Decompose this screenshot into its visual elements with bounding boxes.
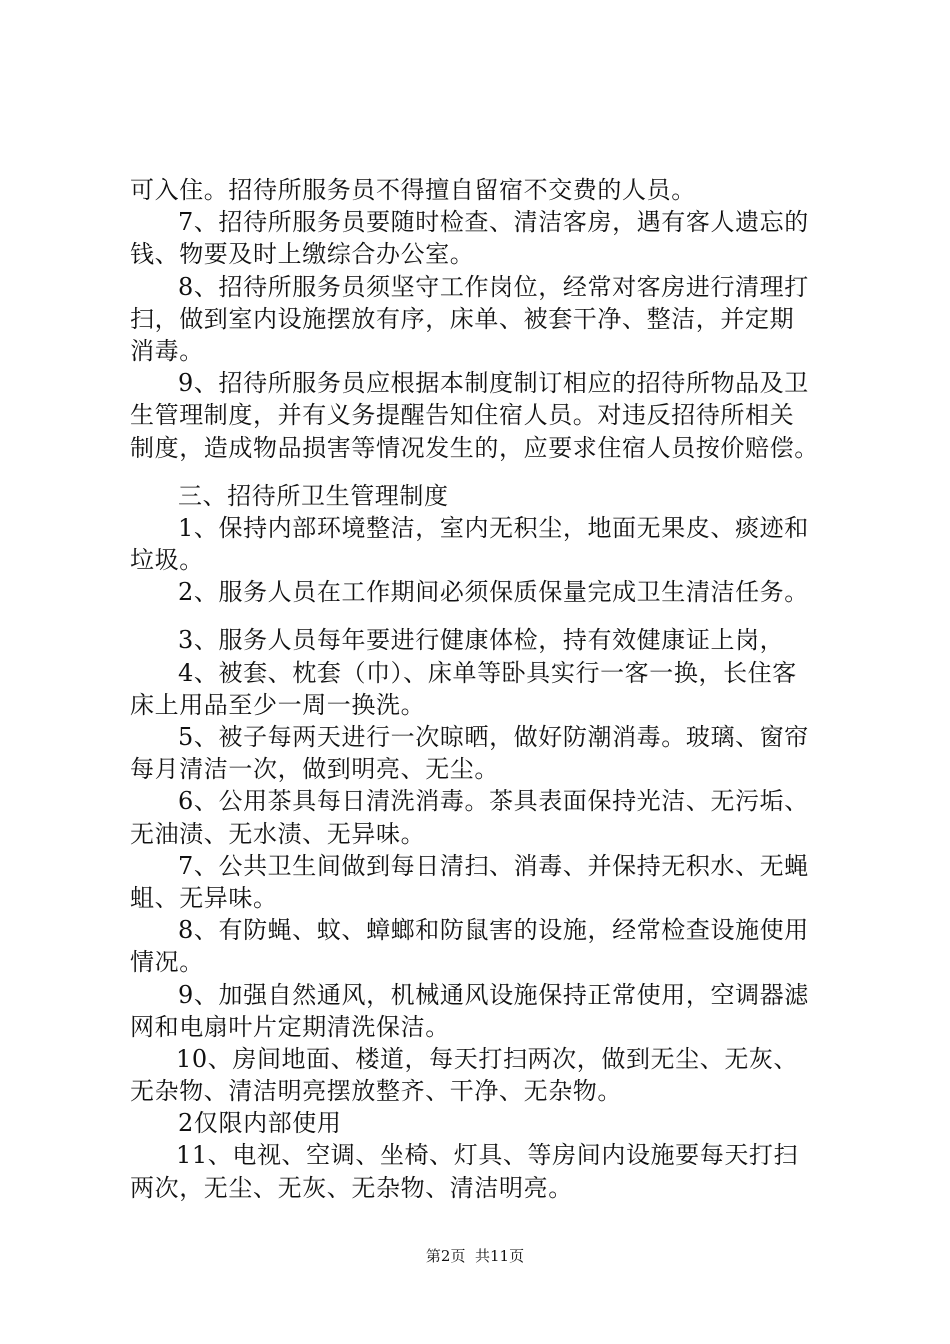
text-line: 垃圾。 (130, 546, 204, 575)
text-line: 3、服务人员每年要进行健康体检，持有效健康证上岗， (178, 626, 785, 655)
text-line: 2、服务人员在工作期间必须保质保量完成卫生清洁任务。 (178, 578, 809, 607)
text-line: 蛆、无异味。 (130, 883, 278, 912)
text-line: 9、招待所服务员应根据本制度制订相应的招待所物品及卫 (178, 369, 809, 398)
section-heading: 三、招待所卫生管理制度 (178, 481, 449, 510)
text-line: 9、加强自然通风，机械通风设施保持正常使用，空调器滤 (178, 980, 809, 1009)
text-line: 11、电视、空调、坐椅、灯具、等房间内设施要每天打扫 (176, 1141, 799, 1170)
text-line: 8、招待所服务员须坚守工作岗位，经常对客房进行清理打 (178, 272, 809, 301)
page-number-footer: 第2页 共11页 (425, 1247, 525, 1265)
paragraph-gap (130, 608, 842, 624)
paragraph-gap (130, 464, 842, 480)
text-line: 情况。 (130, 948, 204, 977)
text-line: 网和电扇叶片定期清洗保洁。 (130, 1012, 450, 1041)
text-line: 可入住。招待所服务员不得擅自留宿不交费的人员。 (130, 176, 696, 204)
text-line: 两次，无尘、无灰、无杂物、清洁明亮。 (130, 1173, 573, 1202)
text-line: 无油渍、无水渍、无异味。 (130, 819, 426, 848)
text-line: 4、被套、枕套（巾）、床单等卧具实行一客一换，长住客 (178, 658, 797, 687)
watermark-line: 2仅限内部使用 (178, 1109, 342, 1138)
text-line: 8、有防蝇、蚊、蟑螂和防鼠害的设施，经常检查设施使用 (178, 916, 809, 945)
text-line: 制度，造成物品损害等情况发生的，应要求住宿人员按价赔偿。 (130, 433, 819, 462)
text-line: 1、保持内部环境整洁，室内无积尘，地面无果皮、痰迹和 (178, 513, 809, 542)
text-line: 扫，做到室内设施摆放有序，床单、被套干净、整洁，并定期 (130, 304, 795, 333)
text-line: 10、房间地面、楼道，每天打扫两次，做到无尘、无灰、 (176, 1044, 799, 1073)
text-line: 生管理制度，并有义务提醒告知住宿人员。对违反招待所相关 (130, 401, 795, 430)
text-line: 消毒。 (130, 336, 204, 365)
text-line: 床上用品至少一周一换洗。 (130, 690, 426, 719)
text-line: 每月清洁一次，做到明亮、无尘。 (130, 755, 499, 784)
document-body (130, 174, 842, 1204)
text-line: 钱、物要及时上缴综合办公室。 (130, 240, 475, 269)
text-line: 7、公共卫生间做到每日清扫、消毒、并保持无积水、无蝇 (178, 851, 809, 880)
text-line: 7、招待所服务员要随时检查、清洁客房，遇有客人遗忘的 (178, 208, 809, 237)
text-line: 5、被子每两天进行一次晾晒，做好防潮消毒。玻璃、窗帘 (178, 723, 809, 751)
text-line: 6、公用茶具每日清洗消毒。茶具表面保持光洁、无污垢、 (178, 787, 809, 816)
text-line: 无杂物、清洁明亮摆放整齐、干净、无杂物。 (130, 1077, 622, 1106)
